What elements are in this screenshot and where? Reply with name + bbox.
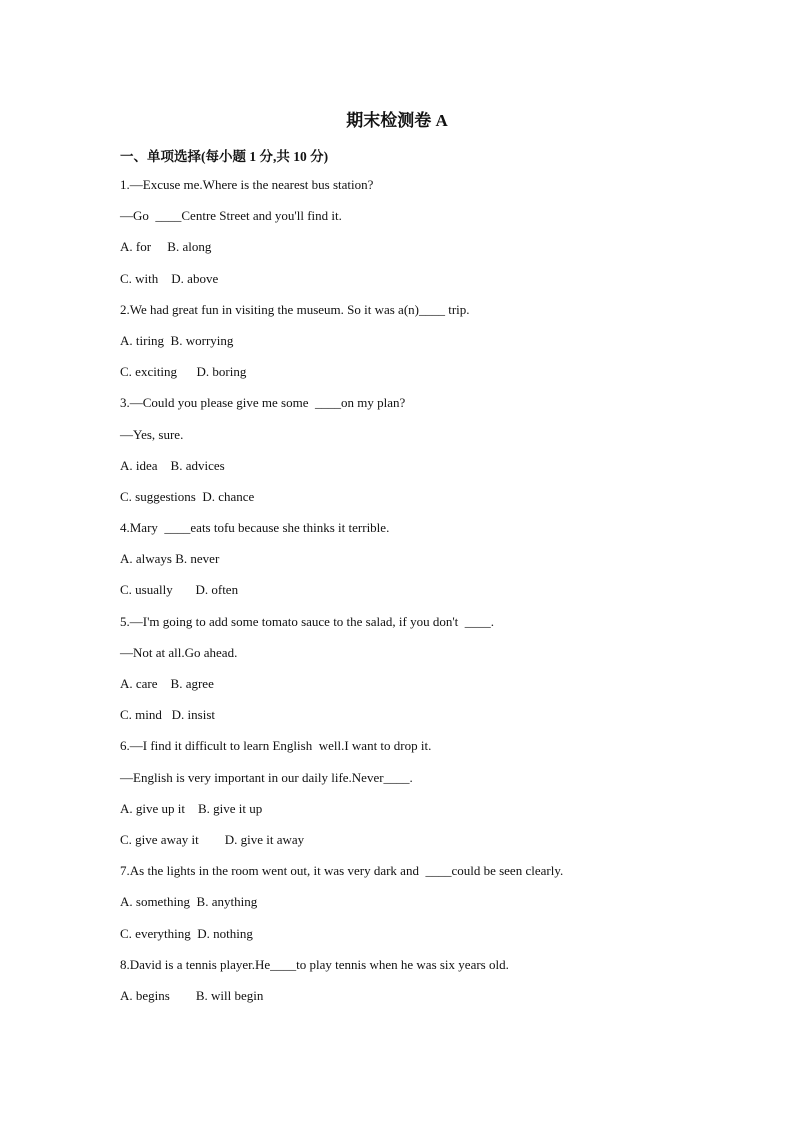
- question-line: A. begins B. will begin: [120, 987, 264, 1003]
- question-line: C. mind D. insist: [120, 707, 215, 723]
- question-line: C. with D. above: [120, 270, 219, 286]
- question-line: C. give away it D. give it away: [120, 831, 305, 847]
- question-line: —Go ____Centre Street and you'll find it.: [120, 208, 342, 224]
- question-line: 7.As the lights in the room went out, it was very dark and ____could be seen clearly.: [120, 863, 564, 879]
- question-line: C. everything D. nothing: [120, 925, 253, 941]
- question-line: 2.We had great fun in visiting the museum. So it was a(n)____ trip.: [120, 301, 470, 317]
- question-line: A. always B. never: [120, 551, 220, 567]
- question-line: 4.Mary ____eats tofu because she thinks it terrible.: [120, 520, 390, 536]
- question-line: 8.David is a tennis player.He____to play tennis when he was six years old.: [120, 956, 509, 972]
- page-title: 期末检测卷 A: [346, 111, 448, 130]
- question-line: A. idea B. advices: [120, 457, 225, 473]
- question-line: —Yes, sure.: [120, 426, 184, 442]
- question-line: A. give up it B. give it up: [120, 800, 263, 816]
- question-line: C. usually D. often: [120, 582, 239, 598]
- question-list: [120, 176, 700, 1018]
- question-line: A. tiring B. worrying: [120, 332, 234, 348]
- question-line: C. exciting D. boring: [120, 364, 247, 380]
- question-line: A. care B. agree: [120, 676, 214, 691]
- question-line: A. for B. along: [120, 239, 212, 255]
- section-heading: 一、单项选择(每小题 1 分,共 10 分): [120, 149, 329, 164]
- question-line: 5.—I'm going to add some tomato sauce to the salad, if you don't ____.: [120, 613, 495, 629]
- question-line: 6.—I find it difficult to learn English well.I want to drop it.: [120, 738, 432, 754]
- question-line: —English is very important in our daily life.Never____.: [120, 769, 413, 785]
- question-line: —Not at all.Go ahead.: [120, 644, 238, 660]
- question-line: A. something B. anything: [120, 894, 258, 910]
- question-line: 3.—Could you please give me some ____on my plan?: [120, 395, 406, 411]
- question-line: 1.—Excuse me.Where is the nearest bus station?: [120, 177, 374, 192]
- question-line: C. suggestions D. chance: [120, 488, 255, 504]
